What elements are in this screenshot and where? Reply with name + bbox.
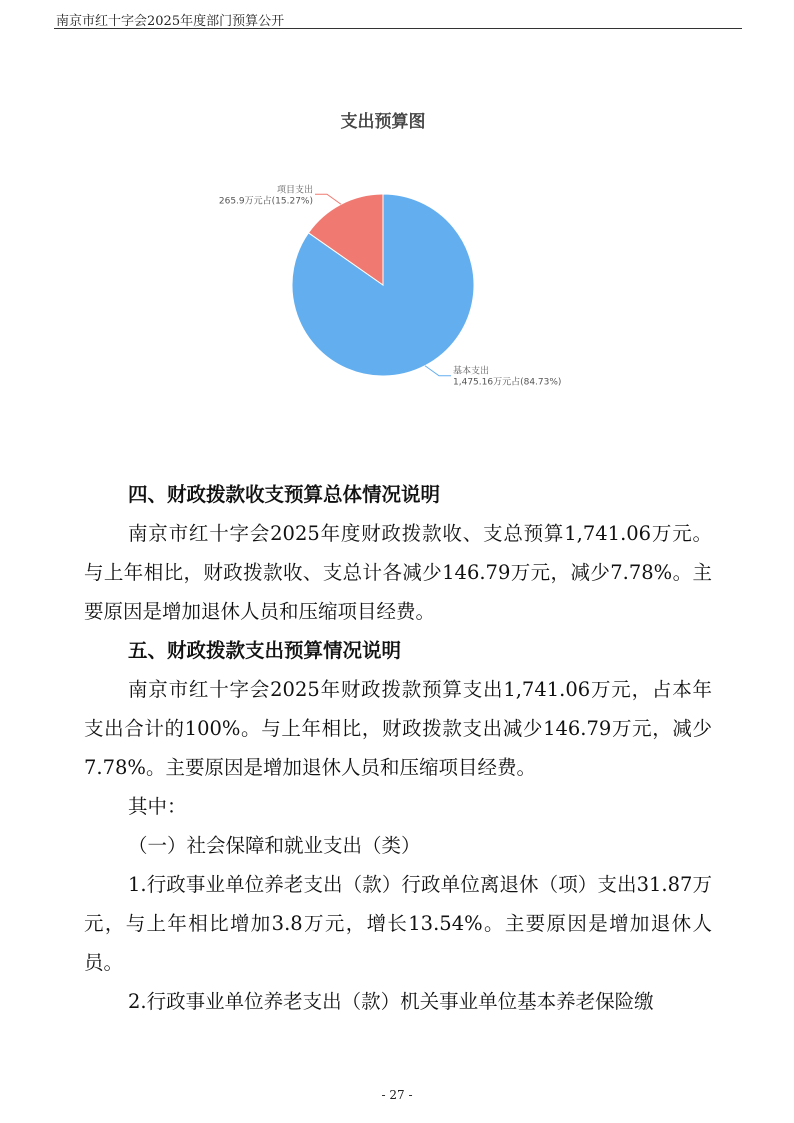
- page-header: 南京市红十字会2025年度部门预算公开: [56, 14, 285, 29]
- pie-label-name-1: 基本支出: [453, 366, 490, 377]
- pie-label-name-2: 项目支出: [276, 185, 313, 196]
- item-paragraph-2: 2.行政事业单位养老支出（款）机关事业单位基本养老保险缴: [128, 990, 654, 1013]
- item-paragraph-1: 1.行政事业单位养老支出（款）行政单位离退休（项）支出31.87万元，与上年相比增加3.8万元，增长13.54%。主要原因是增加退休人员。: [84, 873, 712, 974]
- section-heading-4: 四、财政拨款收支预算总体情况说明: [128, 483, 441, 506]
- chart-title: 支出预算图: [340, 112, 426, 132]
- subsection-heading-1: （一）社会保障和就业支出（类）: [128, 834, 421, 857]
- section-paragraph-5: 南京市红十字会2025年财政拨款预算支出1,741.06万元，占本年支出合计的100%。与上年相比，财政拨款支出减少146.79万元，减少7.78%。主要原因是增加退休人员和压缩项目经费。: [84, 678, 712, 779]
- section-paragraph-4: 南京市红十字会2025年度财政拨款收、支总预算1,741.06万元。与上年相比，财政拨款收、支总计各减少146.79万元，减少7.78%。主要原因是增加退休人员和压缩项目经费。: [84, 522, 712, 623]
- pie-leader-line-2: [315, 194, 341, 204]
- expenditure-pie-chart: [0, 0, 794, 440]
- main-text: [84, 475, 712, 1021]
- among-label: 其中：: [128, 795, 187, 818]
- page-number: - 27 -: [381, 1088, 413, 1102]
- pie-label-value-2: 265.9万元占(15.27%): [218, 196, 313, 207]
- pie-label-value-1: 1,475.16万元占(84.73%): [453, 377, 562, 388]
- pie-leader-line-1: [425, 366, 451, 376]
- section-heading-5: 五、财政拨款支出预算情况说明: [128, 639, 402, 662]
